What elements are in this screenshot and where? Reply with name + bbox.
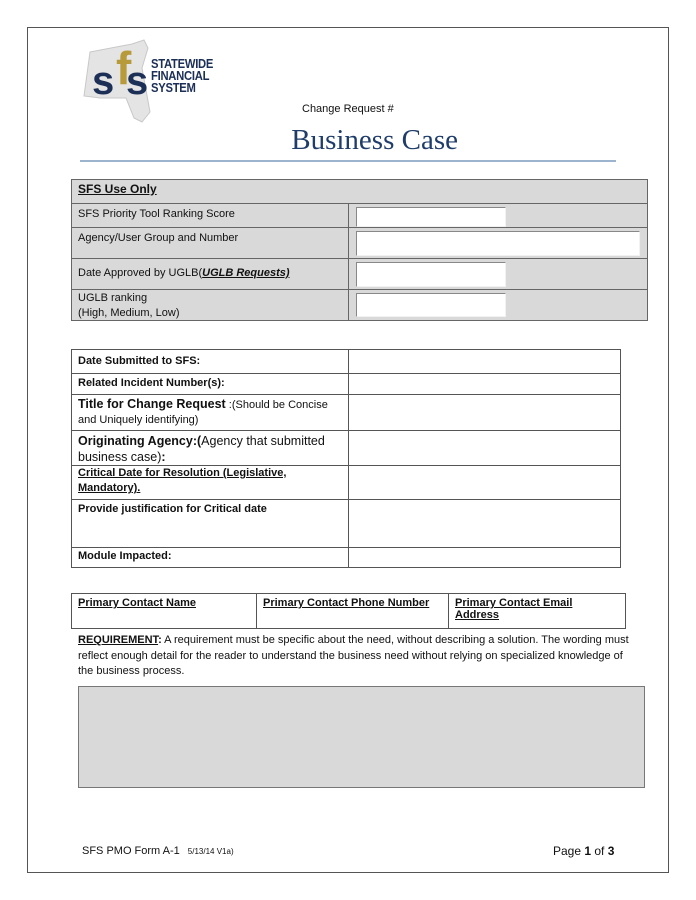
date-submitted-row: [72, 350, 620, 374]
uglb-ranking-line-1: UGLB ranking: [78, 292, 148, 304]
page-number: [553, 844, 614, 858]
contact-table: [71, 593, 626, 629]
svg-text:s: s: [92, 59, 115, 103]
critical-date-row: [72, 466, 620, 500]
requirement-colon: :: [158, 634, 162, 646]
title-label: [72, 395, 349, 430]
page-total: 3: [607, 844, 615, 858]
title-row: [72, 395, 620, 431]
module-row: [72, 548, 620, 567]
logo-line-1: STATEWIDE: [151, 57, 214, 71]
agency-group-row: [72, 228, 647, 259]
critical-date-label: Critical Date for Resolution (Legislative, Mandatory).: [72, 466, 349, 499]
incident-numbers-row: [72, 374, 620, 395]
contact-phone-header: Primary Contact Phone Number: [257, 594, 449, 628]
date-submitted-label: Date Submitted to SFS:: [72, 350, 349, 373]
page-prefix: Page: [553, 844, 585, 858]
originating-agency-bold: Originating Agency:(: [78, 434, 202, 448]
uglb-ranking-line-2: (High, Medium, Low): [78, 307, 180, 319]
svg-text:s: s: [126, 59, 149, 103]
svg-text:f: f: [116, 42, 132, 94]
uglb-ranking-field[interactable]: [356, 293, 506, 317]
date-approved-prefix: Date Approved by UGLB(: [78, 267, 203, 279]
originating-agency-row: [72, 431, 620, 466]
date-approved-label: [72, 259, 349, 289]
uglb-ranking-label: [72, 290, 349, 321]
logo-text: [151, 58, 213, 94]
priority-score-row: [72, 204, 647, 228]
form-id: SFS PMO Form A-1: [82, 845, 180, 857]
page-title: Business Case: [291, 124, 458, 156]
request-details-table: [71, 349, 621, 568]
justification-label: Provide justification for Critical date: [72, 500, 349, 547]
sfs-use-only-heading: SFS Use Only: [78, 182, 157, 196]
logo-line-2: FINANCIAL: [151, 69, 210, 83]
requirement-description: A requirement must be specific about the need, without describing a solution. The wording must reflect enough detail for the reader to understand the business need without relying on specialized knowledge of the business process.: [78, 634, 629, 677]
date-approved-field[interactable]: [356, 262, 506, 287]
module-label: Module Impacted:: [72, 548, 349, 567]
originating-agency-note: Agency that submitted business case): [78, 434, 325, 464]
title-divider: [80, 160, 616, 162]
requirement-text: [78, 633, 638, 680]
originating-agency-colon: :: [161, 450, 166, 464]
uglb-requests-link[interactable]: UGLB Requests): [202, 267, 290, 279]
sfs-use-only-table: [71, 179, 648, 321]
priority-score-label: SFS Priority Tool Ranking Score: [72, 204, 349, 227]
logo-line-3: SYSTEM: [151, 81, 196, 95]
uglb-ranking-row: [72, 290, 647, 321]
incident-numbers-label: Related Incident Number(s):: [72, 374, 349, 394]
contact-email-header: Primary Contact Email Address: [455, 597, 573, 621]
title-label-note: :(Should be Concise and Uniquely identifying): [78, 399, 328, 426]
title-label-bold: Title for Change Request: [78, 397, 226, 411]
agency-group-field[interactable]: [356, 231, 640, 256]
sfs-use-only-heading-row: [72, 180, 647, 204]
page-of: of: [591, 844, 608, 858]
requirement-input-box[interactable]: [78, 686, 645, 788]
page-current: 1: [584, 844, 592, 858]
justification-row: [72, 500, 620, 548]
requirement-label: REQUIREMENT: [78, 634, 159, 646]
agency-group-label: Agency/User Group and Number: [72, 228, 349, 258]
priority-score-field[interactable]: [356, 207, 506, 227]
form-version: 5/13/14 V1a): [187, 847, 234, 856]
contact-name-header: Primary Contact Name: [72, 594, 257, 628]
change-request-number: Change Request #: [302, 103, 394, 115]
footer-form: [82, 845, 234, 857]
originating-agency-label: [72, 431, 349, 465]
date-approved-row: [72, 259, 647, 290]
